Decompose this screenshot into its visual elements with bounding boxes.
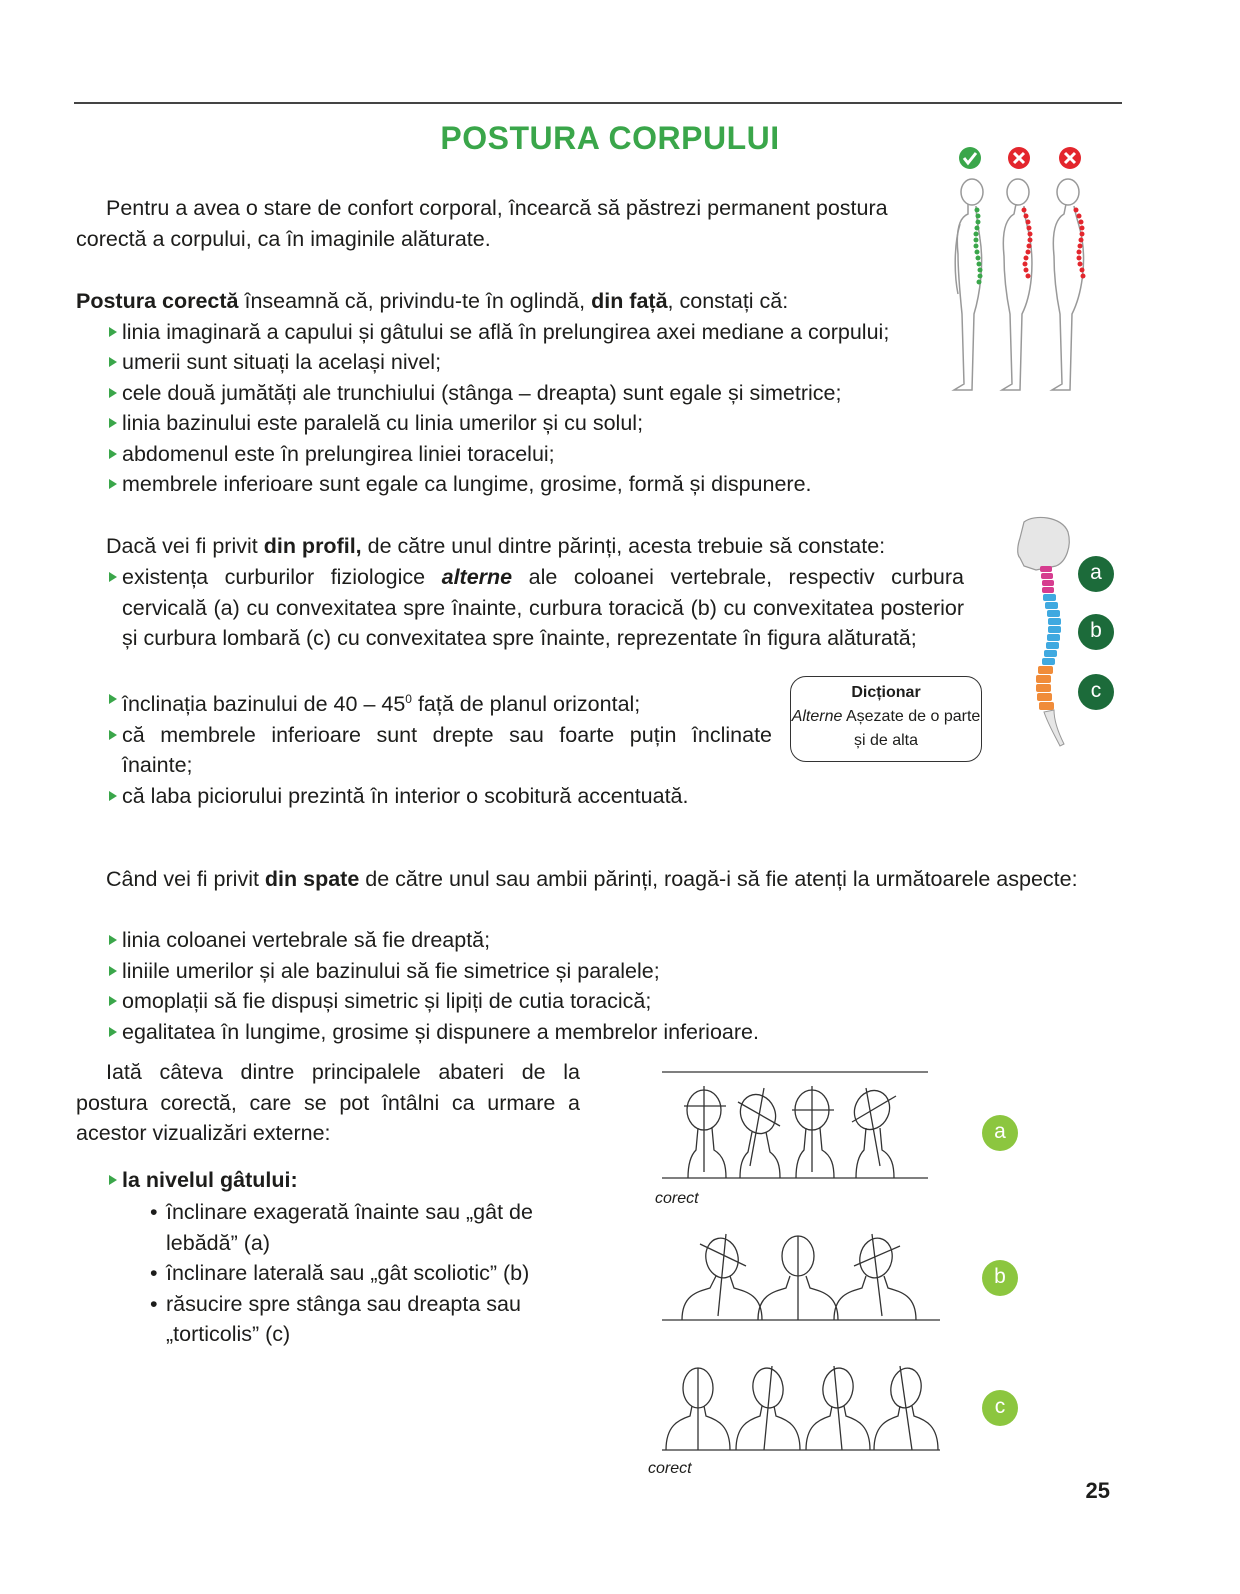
profile-lead: Dacă vei fi privit din profil, de către unul dintre părinți, acesta trebuie să constate: <box>106 534 886 558</box>
deviations-heading: la nivelul gâtului: <box>76 1165 596 1196</box>
caption-corect: corect <box>648 1460 692 1477</box>
intro-paragraph: Pentru a avea o stare de confort corporal, încearcă să păstrezi permanent postura corectă a corpului, ca în imaginile alăturate. <box>76 196 888 251</box>
list-item: înclinația bazinului de $40 - 45^0$ față de planul orizontal; <box>76 684 772 720</box>
dictionary-definition: Alterne Așezate de o parte și de alta <box>791 708 981 749</box>
spine-figure <box>1010 514 1080 754</box>
label-badge-a: a <box>1078 556 1114 592</box>
list-item: linia imaginară a capului și gâtului se află în prelungirea axei mediane a corpului; <box>76 317 956 348</box>
list-item: omoplații să fie dispuși simetric și lipiți de cutia toracică; <box>76 986 1076 1017</box>
head-back-icon <box>874 1366 938 1450</box>
label-badge-a: a <box>982 1115 1018 1151</box>
deviations-heading-list <box>76 1165 596 1196</box>
head-front-icon <box>682 1234 762 1320</box>
dictionary-title: Dicționar <box>851 684 921 701</box>
back-lead: Când vei fi privit din spate de către unul sau ambii părinți, roagă-i să fie atenți la următoarele aspecte: <box>106 867 1078 891</box>
label-badge-c: c <box>982 1390 1018 1426</box>
front-section <box>76 286 956 500</box>
alterne-term: alterne <box>441 565 513 589</box>
head-front-icon <box>834 1234 916 1320</box>
caption-corect: corect <box>655 1190 699 1207</box>
posture-figures <box>940 144 1100 404</box>
list-item: membrele inferioare sunt egale ca lungime, grosime, formă și dispunere. <box>76 469 956 500</box>
front-list <box>76 317 956 500</box>
deviations-list <box>76 1197 580 1350</box>
head-profile-icon <box>734 1088 782 1178</box>
neck-illustrations <box>660 1066 950 1486</box>
list-item: că membrele inferioare sunt drepte sau foarte puțin înclinate înainte; <box>76 720 772 781</box>
list-item: • răsucire spre stânga sau dreapta sau „torticolis” (c) <box>76 1289 580 1350</box>
list-item: • înclinare exagerată înainte sau „gât de lebădă” (a) <box>76 1197 580 1258</box>
cross-icon <box>1059 147 1081 169</box>
list-item: • înclinare laterală sau „gât scoliotic” (b) <box>76 1258 580 1289</box>
front-lead-bold: Postura corectă <box>76 289 239 313</box>
page-number: 25 <box>1085 1478 1110 1503</box>
list-item: linia bazinului este paralelă cu linia umerilor și cu solul; <box>76 408 956 439</box>
check-icon <box>959 147 981 169</box>
deviations-intro: Iată câteva dintre principalele abateri de la postura corectă, care se pot întâlni ca urmare a acestor vizualizări externe: <box>76 1060 580 1145</box>
front-lead: Postura corectă înseamnă că, privindu-te în oglindă, din față, constați că: <box>76 289 789 313</box>
top-rule <box>74 102 1122 104</box>
head-back-icon <box>666 1368 730 1450</box>
list-item: egalitatea în lungime, grosime și dispunere a membrelor inferioare. <box>76 1017 1076 1048</box>
label-badge-c: c <box>1078 674 1114 710</box>
page-title: POSTURA CORPULUI <box>440 120 780 156</box>
list-item: umerii sunt situați la același nivel; <box>76 347 956 378</box>
head-profile-icon <box>684 1086 726 1178</box>
head-back-icon <box>806 1366 870 1450</box>
dictionary-box <box>790 676 982 762</box>
head-front-icon <box>758 1236 838 1320</box>
list-item: liniile umerilor și ale bazinului să fie simetrice și paralele; <box>76 956 1076 987</box>
profile-list-bottom <box>76 684 772 811</box>
front-lead-bold2: din față <box>591 289 668 313</box>
list-item: existența curburilor fiziologice alterne ale coloanei vertebrale, respectiv curbura cervicală (a) cu convexitatea spre înainte, curbura toracică (b) cu convexitatea posterior și curbura lombară (c) cu convexitatea spre înainte, reprezentate în figura alăturată; <box>76 562 964 654</box>
head-back-icon <box>736 1366 800 1450</box>
profile-lead-bold: din profil, <box>263 534 362 558</box>
list-item: că laba piciorului prezintă în interior o scobitură accentuată. <box>76 781 772 812</box>
head-profile-icon <box>792 1086 834 1178</box>
label-badge-b: b <box>1078 614 1114 650</box>
list-item: linia coloanei vertebrale să fie dreaptă; <box>76 925 1076 956</box>
list-item: cele două jumătăți ale trunchiului (stânga – dreapta) sunt egale și simetrice; <box>76 378 956 409</box>
back-lead-bold: din spate <box>264 867 360 891</box>
label-badge-b: b <box>982 1260 1018 1296</box>
list-item: abdomenul este în prelungirea liniei toracelui; <box>76 439 956 470</box>
back-list <box>76 925 1076 1047</box>
skull-icon <box>1018 517 1070 570</box>
profile-list-top <box>76 562 964 654</box>
cross-icon <box>1008 147 1030 169</box>
head-profile-icon <box>848 1085 896 1178</box>
